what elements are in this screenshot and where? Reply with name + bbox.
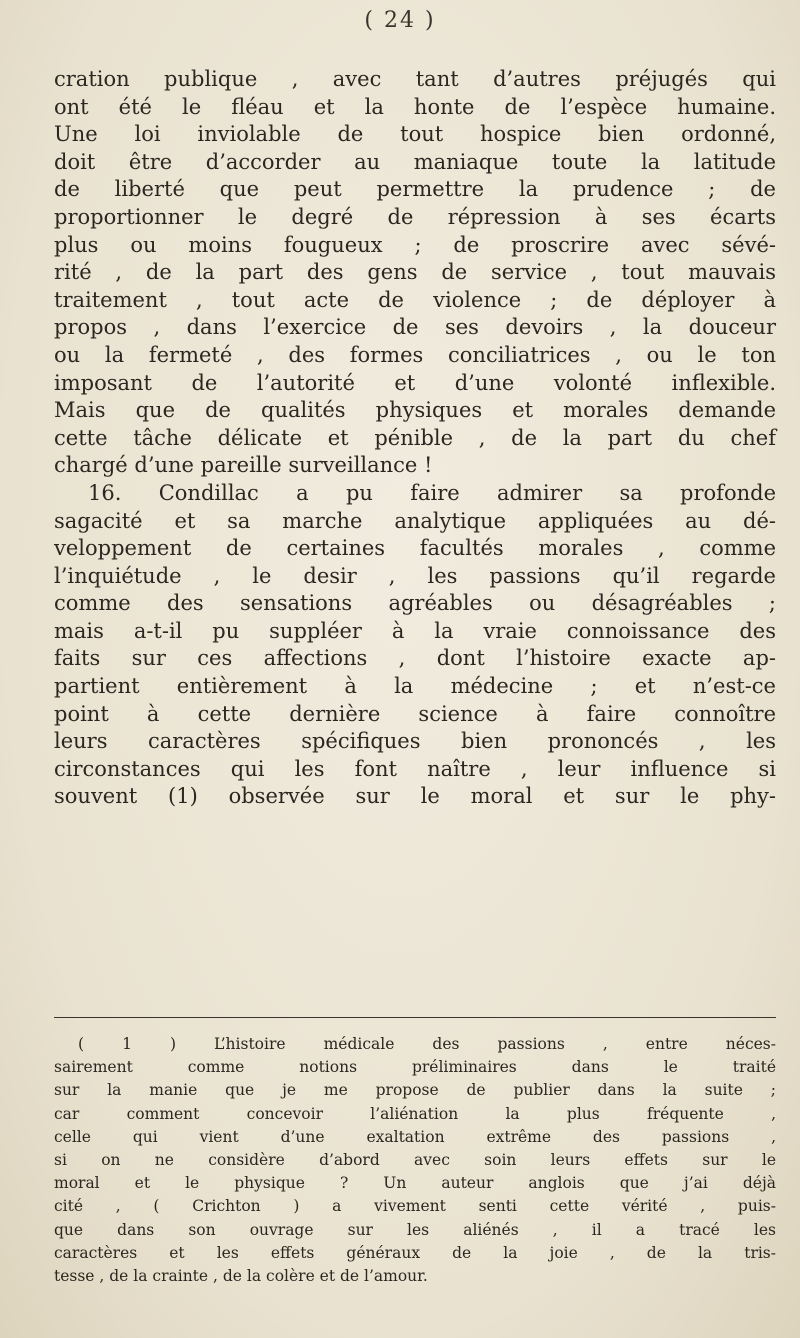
footnote-line: caractères et les effets généraux de la joie , de la tris- [54,1243,776,1262]
footnote-line: sairement comme notions préliminaires dans le traité [54,1058,776,1077]
text-line: sagacité et sa marche analytique appliquées au dé- [54,508,776,533]
text-line: comme des sensations agréables ou désagréables ; [54,591,776,616]
footnote-line: sur la manie que je me propose de publier dans la suite ; [54,1081,776,1100]
page-number: ( 24 ) [364,8,436,33]
footnote-line: ( 1 ) L’histoire médicale des passions , entre néces- [78,1035,776,1053]
main-text [54,66,776,811]
text-line: de liberté que peut permettre la prudence ; de [54,177,776,202]
text-line: Une loi inviolable de tout hospice bien ordonné, [54,122,776,147]
text-line: mais a-t-il pu suppléer à la vraie connoissance des [54,618,776,643]
text-line: ont été le fléau et la honte de l’espèce humaine. [54,94,776,119]
text-line: circonstances qui les font naître , leur influence si [54,756,776,781]
text-line: imposant de l’autorité et d’une volonté inflexible. [54,370,776,395]
footnote-line: si on ne considère d’abord avec soin leurs effets sur le [54,1151,776,1170]
footnote-line: que dans son ouvrage sur les aliénés , il a tracé les [54,1220,776,1239]
text-line: plus ou moins fougueux ; de proscrire avec sévé- [54,232,776,257]
text-line: Mais que de qualités physiques et morales demande [54,398,776,423]
text-line: faits sur ces affections , dont l’histoire exacte ap- [54,646,776,671]
text-line: propos , dans l’exercice de ses devoirs , la douceur [54,315,776,340]
footnote-line: tesse , de la crainte , de la colère et de l’amour. [54,1267,428,1286]
text-line: souvent (1) observée sur le moral et sur le phy- [54,784,776,809]
text-line: cette tâche délicate et pénible , de la part du chef [54,425,776,450]
footnote-line: moral et le physique ? Un auteur anglois que j’ai déjà [54,1174,776,1193]
text-line: traitement , tout acte de violence ; de déployer à [54,287,776,312]
text-line: point à cette dernière science à faire connoître [54,701,776,726]
text-line: ou la fermeté , des formes conciliatrices , ou le ton [54,342,776,367]
footnote-line: celle qui vient d’une exaltation extrême des passions , [54,1127,776,1146]
text-line: partient entièrement à la médecine ; et n’est-ce [54,674,776,699]
footnote-line: car comment concevoir l’aliénation la plus fréquente , [54,1104,776,1123]
text-line: chargé d’une pareille surveillance ! [54,453,433,478]
text-line: l’inquiétude , le desir , les passions qu’il regarde [54,563,776,588]
footnote-line: cité , ( Crichton ) a vivement senti cette vérité , puis- [54,1197,776,1216]
text-line: doit être d’accorder au maniaque toute la latitude [54,149,776,174]
text-line: proportionner le degré de répression à ses écarts [54,204,776,229]
footnote-divider [54,1017,776,1018]
text-line: cration publique , avec tant d’autres préjugés qui [54,67,776,91]
text-line: veloppement de certaines facultés morales , comme [54,536,776,561]
text-line: rité , de la part des gens de service , tout mauvais [54,260,776,285]
footnote [54,1033,776,1288]
paragraph-start-line: 16. Condillac a pu faire admirer sa profonde [88,480,776,505]
text-line: leurs caractères spécifiques bien prononcés , les [54,729,776,754]
